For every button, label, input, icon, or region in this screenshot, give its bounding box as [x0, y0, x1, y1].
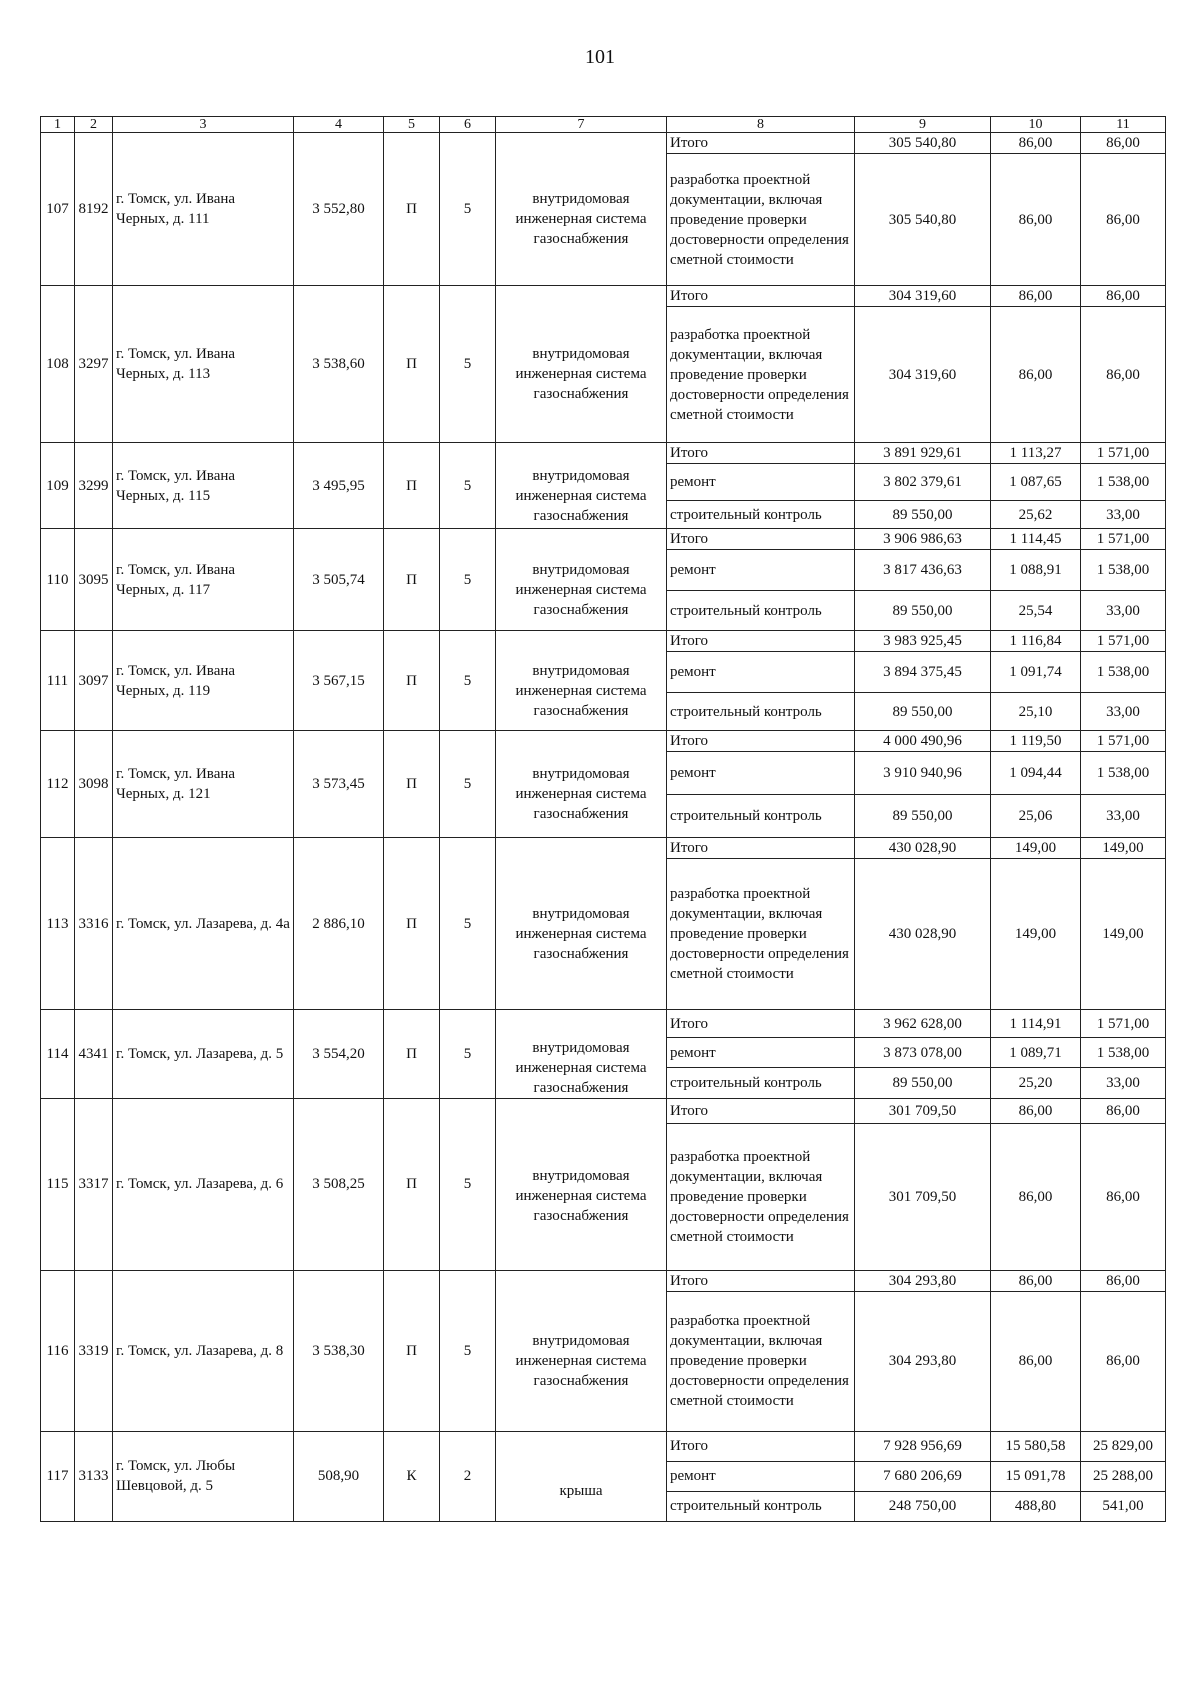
area-cell: 3 538,60 [294, 286, 384, 443]
address-cell: г. Томск, ул. Ивана Черных, д. 111 [113, 133, 294, 286]
work-type-cell: Итого [667, 286, 855, 307]
work-type-cell: ремонт [667, 1461, 855, 1491]
area-cell: 3 552,80 [294, 133, 384, 286]
total-cost-cell: 3 983 925,45 [855, 631, 991, 652]
total-cost-cell: 248 750,00 [855, 1491, 991, 1521]
work-type-cell: Итого [667, 529, 855, 550]
work-type-cell: разработка проектной документации, включая проведение проверки достоверности определения сметной стоимости [667, 154, 855, 286]
column-number-5: 5 [384, 117, 440, 133]
limit-cost-cell: 149,00 [1081, 838, 1166, 859]
cost-per-m2-cell: 86,00 [991, 133, 1081, 154]
cost-per-m2-cell: 86,00 [991, 1123, 1081, 1270]
building-type-cell: П [384, 286, 440, 443]
floors-cell: 5 [440, 529, 496, 631]
header-row [41, 117, 1166, 133]
floors-cell: 5 [440, 1010, 496, 1099]
work-type-cell: Итого [667, 1010, 855, 1038]
cost-per-m2-cell: 1 088,91 [991, 550, 1081, 591]
total-cost-cell: 3 962 628,00 [855, 1010, 991, 1038]
address-cell: г. Томск, ул. Ивана Черных, д. 121 [113, 731, 294, 838]
limit-cost-cell: 33,00 [1081, 591, 1166, 631]
row-number-cell: 113 [41, 838, 75, 1010]
limit-cost-cell: 86,00 [1081, 1123, 1166, 1270]
row-number-cell: 108 [41, 286, 75, 443]
floors-cell: 5 [440, 1098, 496, 1270]
work-type-cell: разработка проектной документации, включая проведение проверки достоверности определения сметной стоимости [667, 1123, 855, 1270]
address-cell: г. Томск, ул. Ивана Черных, д. 113 [113, 286, 294, 443]
limit-cost-cell: 25 288,00 [1081, 1461, 1166, 1491]
cost-per-m2-cell: 1 114,91 [991, 1010, 1081, 1038]
total-cost-cell: 3 891 929,61 [855, 443, 991, 464]
row-number-cell: 115 [41, 1098, 75, 1270]
limit-cost-cell: 25 829,00 [1081, 1431, 1166, 1461]
limit-cost-cell: 1 571,00 [1081, 631, 1166, 652]
area-cell: 3 567,15 [294, 631, 384, 731]
work-type-cell: строительный контроль [667, 795, 855, 838]
limit-cost-cell: 86,00 [1081, 1270, 1166, 1291]
system-cell-blank [496, 529, 667, 550]
capital-repair-table [40, 116, 1166, 1522]
system-cell-blank [496, 838, 667, 859]
address-cell: г. Томск, ул. Любы Шевцовой, д. 5 [113, 1431, 294, 1521]
floors-cell: 5 [440, 443, 496, 529]
work-type-cell: строительный контроль [667, 501, 855, 529]
total-cost-cell: 3 873 078,00 [855, 1038, 991, 1068]
work-type-cell: Итого [667, 631, 855, 652]
system-cell: крыша [496, 1461, 667, 1521]
address-cell: г. Томск, ул. Ивана Черных, д. 119 [113, 631, 294, 731]
cost-per-m2-cell: 86,00 [991, 1291, 1081, 1431]
limit-cost-cell: 1 571,00 [1081, 529, 1166, 550]
total-cost-cell: 3 906 986,63 [855, 529, 991, 550]
column-number-6: 6 [440, 117, 496, 133]
system-cell-blank [496, 1270, 667, 1291]
system-cell: внутридомовая инженерная система газоснабжения [496, 307, 667, 443]
cost-per-m2-cell: 149,00 [991, 838, 1081, 859]
system-cell: внутридомовая инженерная система газоснабжения [496, 1291, 667, 1431]
total-cost-cell: 89 550,00 [855, 693, 991, 731]
work-type-cell: Итого [667, 1431, 855, 1461]
building-code-cell: 3299 [75, 443, 113, 529]
work-type-cell: Итого [667, 1098, 855, 1123]
floors-cell: 5 [440, 1270, 496, 1431]
floors-cell: 5 [440, 838, 496, 1010]
building-type-cell: П [384, 443, 440, 529]
building-type-cell: П [384, 631, 440, 731]
cost-per-m2-cell: 1 113,27 [991, 443, 1081, 464]
limit-cost-cell: 86,00 [1081, 133, 1166, 154]
total-cost-cell: 430 028,90 [855, 859, 991, 1010]
work-type-cell: Итого [667, 731, 855, 752]
area-cell: 508,90 [294, 1431, 384, 1521]
system-cell-blank [496, 133, 667, 154]
building-code-cell: 3297 [75, 286, 113, 443]
table-row [41, 286, 1166, 307]
cost-per-m2-cell: 25,10 [991, 693, 1081, 731]
area-cell: 3 505,74 [294, 529, 384, 631]
system-cell: внутридомовая инженерная система газоснабжения [496, 652, 667, 731]
limit-cost-cell: 86,00 [1081, 154, 1166, 286]
address-cell: г. Томск, ул. Ивана Черных, д. 115 [113, 443, 294, 529]
column-number-10: 10 [991, 117, 1081, 133]
limit-cost-cell: 86,00 [1081, 1291, 1166, 1431]
row-number-cell: 117 [41, 1431, 75, 1521]
cost-per-m2-cell: 86,00 [991, 286, 1081, 307]
total-cost-cell: 4 000 490,96 [855, 731, 991, 752]
cost-per-m2-cell: 15 580,58 [991, 1431, 1081, 1461]
area-cell: 3 495,95 [294, 443, 384, 529]
system-cell: внутридомовая инженерная система газоснабжения [496, 859, 667, 1010]
cost-per-m2-cell: 1 089,71 [991, 1038, 1081, 1068]
work-type-cell: ремонт [667, 752, 855, 795]
system-cell-blank [496, 1431, 667, 1461]
building-type-cell: П [384, 1270, 440, 1431]
total-cost-cell: 304 319,60 [855, 307, 991, 443]
work-type-cell: строительный контроль [667, 1068, 855, 1098]
system-cell-blank [496, 1010, 667, 1038]
row-number-cell: 107 [41, 133, 75, 286]
total-cost-cell: 3 910 940,96 [855, 752, 991, 795]
work-type-cell: разработка проектной документации, включая проведение проверки достоверности определения сметной стоимости [667, 859, 855, 1010]
limit-cost-cell: 1 538,00 [1081, 1038, 1166, 1068]
cost-per-m2-cell: 1 091,74 [991, 652, 1081, 693]
row-number-cell: 111 [41, 631, 75, 731]
cost-per-m2-cell: 1 119,50 [991, 731, 1081, 752]
system-cell: внутридомовая инженерная система газоснабжения [496, 1038, 667, 1099]
building-code-cell: 3098 [75, 731, 113, 838]
total-cost-cell: 7 680 206,69 [855, 1461, 991, 1491]
limit-cost-cell: 33,00 [1081, 795, 1166, 838]
total-cost-cell: 304 293,80 [855, 1270, 991, 1291]
cost-per-m2-cell: 86,00 [991, 154, 1081, 286]
system-cell-blank [496, 1098, 667, 1123]
cost-per-m2-cell: 25,62 [991, 501, 1081, 529]
area-cell: 3 554,20 [294, 1010, 384, 1099]
total-cost-cell: 305 540,80 [855, 133, 991, 154]
column-number-8: 8 [667, 117, 855, 133]
table-row [41, 529, 1166, 550]
table-row [41, 443, 1166, 464]
area-cell: 3 508,25 [294, 1098, 384, 1270]
table-row [41, 1270, 1166, 1291]
building-code-cell: 3133 [75, 1431, 113, 1521]
cost-per-m2-cell: 86,00 [991, 1270, 1081, 1291]
page-number: 101 [585, 46, 615, 68]
building-code-cell: 8192 [75, 133, 113, 286]
address-cell: г. Томск, ул. Лазарева, д. 5 [113, 1010, 294, 1099]
cost-per-m2-cell: 149,00 [991, 859, 1081, 1010]
cost-per-m2-cell: 1 087,65 [991, 464, 1081, 501]
cost-per-m2-cell: 1 094,44 [991, 752, 1081, 795]
floors-cell: 2 [440, 1431, 496, 1521]
total-cost-cell: 89 550,00 [855, 591, 991, 631]
work-type-cell: строительный контроль [667, 1491, 855, 1521]
area-cell: 3 573,45 [294, 731, 384, 838]
total-cost-cell: 3 802 379,61 [855, 464, 991, 501]
table-row [41, 631, 1166, 652]
limit-cost-cell: 1 538,00 [1081, 464, 1166, 501]
building-type-cell: П [384, 1098, 440, 1270]
column-number-4: 4 [294, 117, 384, 133]
work-type-cell: разработка проектной документации, включая проведение проверки достоверности определения сметной стоимости [667, 1291, 855, 1431]
work-type-cell: ремонт [667, 652, 855, 693]
system-cell-blank [496, 631, 667, 652]
column-number-11: 11 [1081, 117, 1166, 133]
limit-cost-cell: 86,00 [1081, 1098, 1166, 1123]
system-cell-blank [496, 286, 667, 307]
limit-cost-cell: 1 538,00 [1081, 752, 1166, 795]
address-cell: г. Томск, ул. Лазарева, д. 6 [113, 1098, 294, 1270]
area-cell: 3 538,30 [294, 1270, 384, 1431]
cost-per-m2-cell: 86,00 [991, 307, 1081, 443]
table-row [41, 731, 1166, 752]
system-cell: внутридомовая инженерная система газоснабжения [496, 154, 667, 286]
table-row [41, 1010, 1166, 1038]
system-cell-blank [496, 731, 667, 752]
table-row [41, 838, 1166, 859]
work-type-cell: разработка проектной документации, включая проведение проверки достоверности определения сметной стоимости [667, 307, 855, 443]
work-type-cell: строительный контроль [667, 693, 855, 731]
row-number-cell: 114 [41, 1010, 75, 1099]
work-type-cell: Итого [667, 443, 855, 464]
limit-cost-cell: 86,00 [1081, 307, 1166, 443]
cost-per-m2-cell: 25,20 [991, 1068, 1081, 1098]
limit-cost-cell: 33,00 [1081, 693, 1166, 731]
limit-cost-cell: 33,00 [1081, 501, 1166, 529]
total-cost-cell: 89 550,00 [855, 501, 991, 529]
column-number-9: 9 [855, 117, 991, 133]
building-type-cell: П [384, 133, 440, 286]
limit-cost-cell: 1 538,00 [1081, 550, 1166, 591]
system-cell: внутридомовая инженерная система газоснабжения [496, 464, 667, 529]
total-cost-cell: 305 540,80 [855, 154, 991, 286]
row-number-cell: 116 [41, 1270, 75, 1431]
row-number-cell: 112 [41, 731, 75, 838]
work-type-cell: Итого [667, 838, 855, 859]
work-type-cell: Итого [667, 1270, 855, 1291]
system-cell: внутридомовая инженерная система газоснабжения [496, 1123, 667, 1270]
cost-per-m2-cell: 25,54 [991, 591, 1081, 631]
limit-cost-cell: 541,00 [1081, 1491, 1166, 1521]
building-code-cell: 3319 [75, 1270, 113, 1431]
limit-cost-cell: 33,00 [1081, 1068, 1166, 1098]
building-type-cell: П [384, 838, 440, 1010]
cost-per-m2-cell: 15 091,78 [991, 1461, 1081, 1491]
work-type-cell: ремонт [667, 464, 855, 501]
floors-cell: 5 [440, 133, 496, 286]
table-row [41, 1431, 1166, 1461]
floors-cell: 5 [440, 286, 496, 443]
cost-per-m2-cell: 1 116,84 [991, 631, 1081, 652]
cost-per-m2-cell: 25,06 [991, 795, 1081, 838]
total-cost-cell: 301 709,50 [855, 1123, 991, 1270]
work-type-cell: ремонт [667, 1038, 855, 1068]
total-cost-cell: 304 319,60 [855, 286, 991, 307]
total-cost-cell: 3 894 375,45 [855, 652, 991, 693]
limit-cost-cell: 86,00 [1081, 286, 1166, 307]
floors-cell: 5 [440, 731, 496, 838]
building-code-cell: 3097 [75, 631, 113, 731]
work-type-cell: Итого [667, 133, 855, 154]
building-code-cell: 4341 [75, 1010, 113, 1099]
system-cell-blank [496, 443, 667, 464]
building-type-cell: П [384, 1010, 440, 1099]
work-type-cell: ремонт [667, 550, 855, 591]
building-type-cell: П [384, 731, 440, 838]
total-cost-cell: 3 817 436,63 [855, 550, 991, 591]
total-cost-cell: 89 550,00 [855, 1068, 991, 1098]
address-cell: г. Томск, ул. Лазарева, д. 4а [113, 838, 294, 1010]
building-code-cell: 3317 [75, 1098, 113, 1270]
building-type-cell: К [384, 1431, 440, 1521]
total-cost-cell: 304 293,80 [855, 1291, 991, 1431]
total-cost-cell: 89 550,00 [855, 795, 991, 838]
column-number-1: 1 [41, 117, 75, 133]
building-type-cell: П [384, 529, 440, 631]
area-cell: 2 886,10 [294, 838, 384, 1010]
table-row [41, 133, 1166, 154]
building-code-cell: 3095 [75, 529, 113, 631]
column-number-7: 7 [496, 117, 667, 133]
limit-cost-cell: 1 571,00 [1081, 1010, 1166, 1038]
cost-per-m2-cell: 86,00 [991, 1098, 1081, 1123]
limit-cost-cell: 149,00 [1081, 859, 1166, 1010]
limit-cost-cell: 1 538,00 [1081, 652, 1166, 693]
cost-per-m2-cell: 488,80 [991, 1491, 1081, 1521]
system-cell: внутридомовая инженерная система газоснабжения [496, 550, 667, 631]
limit-cost-cell: 1 571,00 [1081, 731, 1166, 752]
column-number-2: 2 [75, 117, 113, 133]
floors-cell: 5 [440, 631, 496, 731]
limit-cost-cell: 1 571,00 [1081, 443, 1166, 464]
column-number-3: 3 [113, 117, 294, 133]
system-cell: внутридомовая инженерная система газоснабжения [496, 752, 667, 838]
building-code-cell: 3316 [75, 838, 113, 1010]
total-cost-cell: 430 028,90 [855, 838, 991, 859]
address-cell: г. Томск, ул. Ивана Черных, д. 117 [113, 529, 294, 631]
cost-per-m2-cell: 1 114,45 [991, 529, 1081, 550]
total-cost-cell: 301 709,50 [855, 1098, 991, 1123]
row-number-cell: 110 [41, 529, 75, 631]
table-row [41, 1098, 1166, 1123]
row-number-cell: 109 [41, 443, 75, 529]
total-cost-cell: 7 928 956,69 [855, 1431, 991, 1461]
work-type-cell: строительный контроль [667, 591, 855, 631]
address-cell: г. Томск, ул. Лазарева, д. 8 [113, 1270, 294, 1431]
